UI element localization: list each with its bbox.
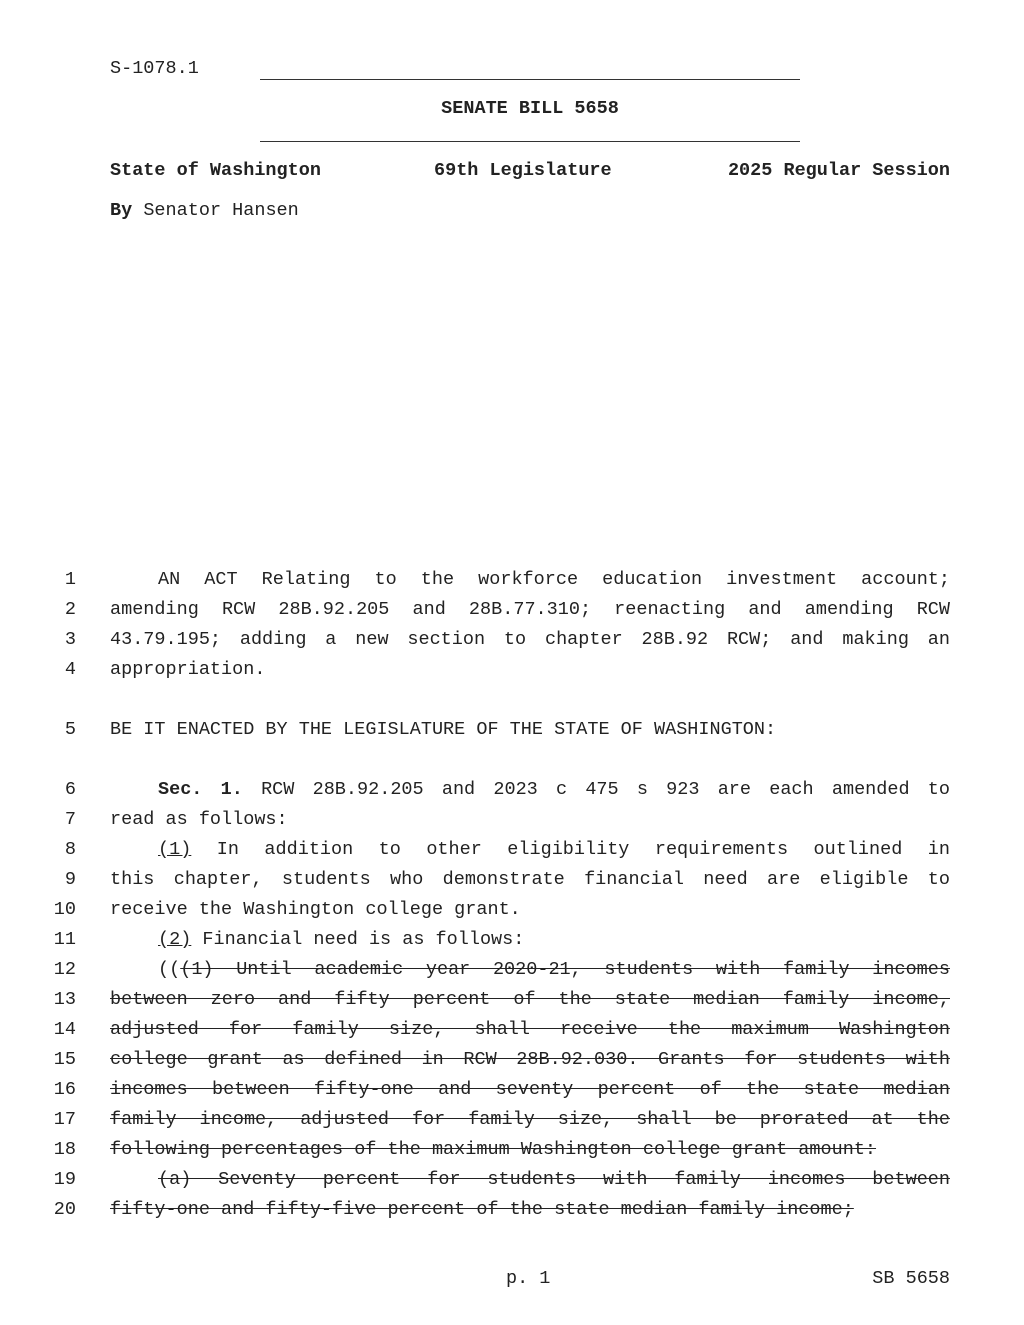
struck-line xyxy=(110,1109,950,1131)
line-text: this chapter, students who demonstrate financial need are eligible to xyxy=(110,869,950,890)
footer-bill-id: SB 5658 xyxy=(872,1268,950,1289)
section-heading-line xyxy=(110,779,950,801)
inserted-text: (1) xyxy=(158,839,192,860)
line-number: 17 xyxy=(53,1109,76,1130)
deletion-bracket: (( xyxy=(158,959,181,980)
struck-text: between zero and fifty percent of the state median family income, xyxy=(110,989,950,1010)
line-text: appropriation. xyxy=(110,659,266,680)
line-text: receive the Washington college grant. xyxy=(110,899,521,920)
line-number: 18 xyxy=(53,1139,76,1160)
bill-text-line xyxy=(110,899,950,921)
line-number: 8 xyxy=(64,839,76,860)
line-number: 12 xyxy=(53,959,76,980)
sponsor-name: Senator Hansen xyxy=(143,200,299,221)
struck-text: (a) Seventy percent for students with family incomes between xyxy=(158,1169,950,1190)
struck-text: adjusted for family size, shall receive the maximum Washington xyxy=(110,1019,950,1040)
legislature-label: 69th Legislature xyxy=(434,160,612,181)
line-number: 11 xyxy=(53,929,76,950)
line-text: In addition to other eligibility requirements outlined in xyxy=(216,839,950,860)
line-number: 6 xyxy=(64,779,76,800)
bill-text-line xyxy=(110,569,950,591)
state-label: State of Washington xyxy=(110,160,321,181)
bill-text-line xyxy=(110,869,950,891)
line-text: Financial need is as follows: xyxy=(191,929,525,950)
line-number: 1 xyxy=(64,569,76,590)
line-number: 16 xyxy=(53,1079,76,1100)
bill-text-line xyxy=(110,599,950,621)
struck-line xyxy=(110,989,950,1011)
line-text: RCW 28B.92.205 and 2023 c 475 s 923 are each amended to xyxy=(261,779,950,800)
bottom-rule xyxy=(260,141,800,142)
inserted-text: (2) xyxy=(158,929,192,950)
bill-text-line xyxy=(110,959,950,981)
bill-text-line xyxy=(110,929,950,951)
line-text: read as follows: xyxy=(110,809,288,830)
bill-id: S-1078.1 xyxy=(110,58,199,79)
top-rule xyxy=(260,79,800,80)
struck-line xyxy=(110,1139,950,1161)
line-number: 14 xyxy=(53,1019,76,1040)
line-text: 43.79.195; adding a new section to chapter 28B.92 RCW; and making an xyxy=(110,629,950,650)
line-number: 3 xyxy=(64,629,76,650)
struck-text: incomes between fifty-one and seventy percent of the state median xyxy=(110,1079,950,1100)
struck-text: fifty-one and fifty-five percent of the state median family income; xyxy=(110,1199,854,1220)
line-number: 13 xyxy=(53,989,76,1010)
struck-line xyxy=(110,1199,950,1221)
line-number: 4 xyxy=(64,659,76,680)
line-number: 7 xyxy=(64,809,76,830)
line-number: 10 xyxy=(53,899,76,920)
bill-text-line xyxy=(110,629,950,651)
struck-line xyxy=(110,1019,950,1041)
struck-text: college grant as defined in RCW 28B.92.030. Grants for students with xyxy=(110,1049,950,1070)
line-number: 20 xyxy=(53,1199,76,1220)
struck-text: family income, adjusted for family size, shall be prorated at the xyxy=(110,1109,950,1130)
struck-line xyxy=(110,1049,950,1071)
line-number: 15 xyxy=(53,1049,76,1070)
line-number: 5 xyxy=(64,719,76,740)
struck-line xyxy=(110,1079,950,1101)
line-text: amending RCW 28B.92.205 and 28B.77.310; reenacting and amending RCW xyxy=(110,599,950,620)
struck-text: following percentages of the maximum Washington college grant amount: xyxy=(110,1139,877,1160)
sponsor-prefix: By xyxy=(110,200,133,221)
struck-text: (1) Until academic year 2020-21, students with family incomes xyxy=(180,959,950,980)
page-number: p. 1 xyxy=(506,1268,551,1289)
struck-line xyxy=(110,1169,950,1191)
line-number: 9 xyxy=(64,869,76,890)
section-label: Sec. 1. xyxy=(158,779,243,800)
bill-text-line xyxy=(110,809,950,831)
line-text: BE IT ENACTED BY THE LEGISLATURE OF THE STATE OF WASHINGTON: xyxy=(110,719,777,740)
bill-title: SENATE BILL 5658 xyxy=(441,98,619,119)
line-text: AN ACT Relating to the workforce education investment account; xyxy=(158,569,950,590)
line-number: 19 xyxy=(53,1169,76,1190)
enacting-clause xyxy=(110,719,950,741)
bill-text-line xyxy=(110,659,950,681)
session-label: 2025 Regular Session xyxy=(727,160,950,181)
bill-text-line xyxy=(110,839,950,861)
line-number: 2 xyxy=(64,599,76,620)
sponsor xyxy=(110,200,299,222)
